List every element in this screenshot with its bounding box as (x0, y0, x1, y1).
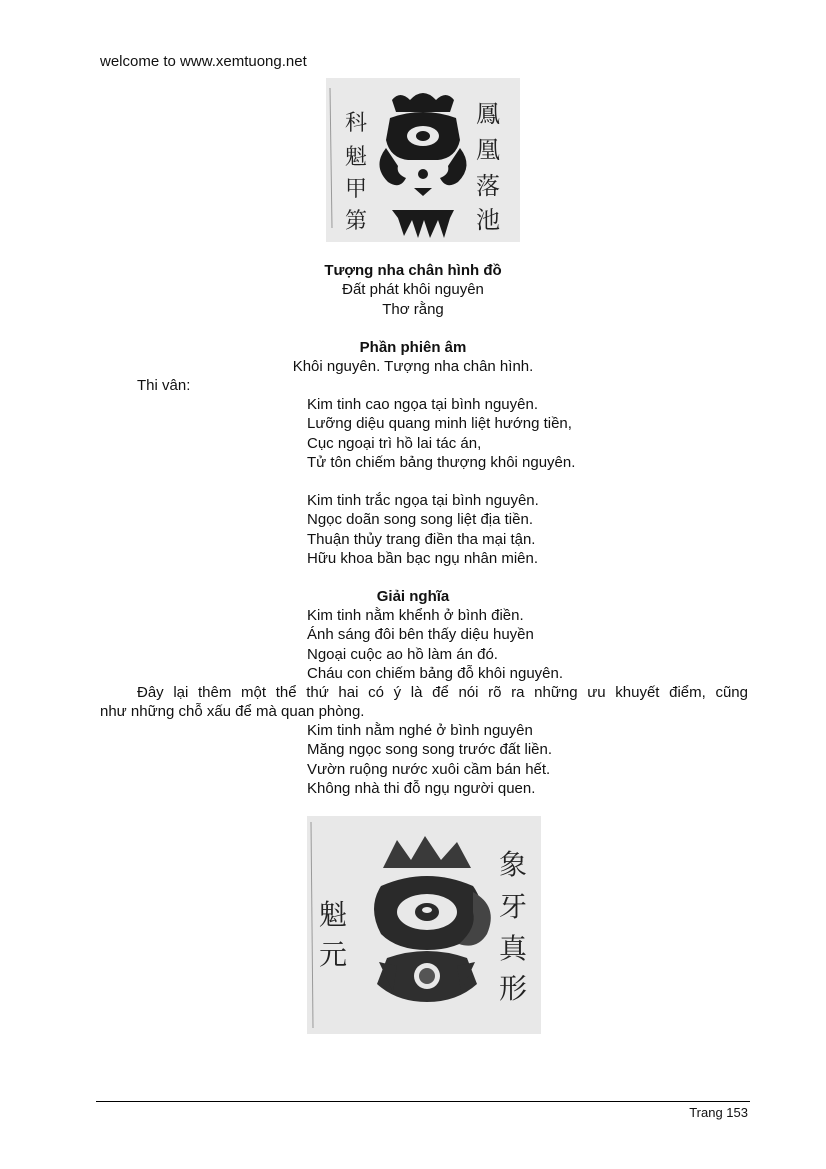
phien-am-stanza1-line: Lưỡng diệu quang minh liệt hướng tiền, (307, 415, 572, 432)
figure-top-left-caption-char-1: 科 (344, 111, 368, 136)
section-title: Tượng nha chân hình đồ (324, 262, 502, 279)
giai-nghia-stanza2-line: Vườn ruộng nước xuôi cầm bán hết. (307, 761, 551, 778)
figure-top-right-caption-char-3: 落 (476, 172, 500, 200)
giai-nghia-heading: Giải nghĩa (376, 588, 450, 605)
phien-am-intro: Khôi nguyên. Tượng nha chân hình. (292, 358, 534, 375)
phien-am-stanza2-line: Thuận thủy trang điền tha mại tận. (307, 531, 536, 548)
figure-bottom-right-caption-char-2: 牙 (498, 890, 528, 923)
giai-nghia-stanza2-line: Măng ngọc song song trước đất liền. (307, 741, 553, 758)
phien-am-stanza2-line: Kim tinh trắc ngọa tại bình nguyên. (307, 492, 539, 509)
figure-bottom-image (307, 816, 541, 1034)
figure-bottom-right-caption-char-4: 形 (498, 972, 528, 1005)
giai-nghia-paragraph-line2: như những chỗ xấu để mà quan phòng. (100, 703, 365, 720)
giai-nghia-stanza1-line: Kim tinh nằm khểnh ở bình điền. (307, 607, 524, 624)
figure-top-image (326, 78, 520, 242)
phien-am-stanza1-line: Cục ngoại trì hồ lai tác án, (307, 435, 482, 452)
phien-am-stanza2-line: Hữu khoa bần bạc ngụ nhân miên. (307, 550, 539, 567)
figure-bottom-right-caption-char-3: 真 (498, 932, 528, 965)
footer-divider (96, 1101, 750, 1102)
giai-nghia-stanza2-line: Kim tinh nằm nghé ở bình nguyên (307, 722, 533, 739)
section-subtitle: Đất phát khôi nguyên (342, 281, 484, 298)
figure-top-right-caption-char-1: 鳳 (476, 100, 500, 128)
figure-top-left-caption-char-2: 魁 (344, 145, 368, 170)
site-header-text: welcome to www.xemtuong.net (100, 53, 307, 70)
poem-label: Thơ rằng (382, 301, 444, 318)
page-number: Trang 153 (689, 1105, 748, 1120)
figure-top-right-caption-char-2: 凰 (476, 136, 500, 164)
giai-nghia-stanza1-line: Ánh sáng đôi bên thấy diệu huyền (307, 626, 534, 643)
giai-nghia-stanza1-line: Cháu con chiếm bảng đỗ khôi nguyên. (307, 665, 564, 682)
phien-am-heading: Phần phiên âm (359, 339, 467, 356)
giai-nghia-paragraph-line1: Đây lại thêm một thể thứ hai có ý là để nói rõ ra những ưu khuyết điểm, cũng (137, 684, 748, 701)
giai-nghia-stanza2-line: Không nhà thi đỗ ngụ người quen. (307, 780, 536, 797)
figure-top-drawing (326, 78, 520, 242)
figure-top-left-caption-char-4: 第 (344, 209, 368, 234)
figure-bottom-drawing (307, 816, 541, 1034)
phien-am-stanza2-line: Ngọc doãn song song liệt địa tiền. (307, 511, 533, 528)
figure-top-left-caption-char-3: 甲 (344, 177, 368, 202)
giai-nghia-stanza1-line: Ngoại cuộc ao hồ làm án đó. (307, 646, 498, 663)
phien-am-stanza1-line: Tử tôn chiếm bảng thượng khôi nguyên. (307, 454, 576, 471)
figure-bottom-right-caption-char-1: 象 (498, 848, 528, 881)
figure-bottom-left-caption-char-2: 元 (318, 938, 348, 971)
phien-am-stanza1-line: Kim tinh cao ngọa tại bình nguyên. (307, 396, 538, 413)
figure-bottom-left-caption-char-1: 魁 (318, 898, 348, 931)
figure-top-right-caption-char-4: 池 (476, 206, 500, 234)
thi-van-label: Thi vân: (137, 377, 191, 394)
